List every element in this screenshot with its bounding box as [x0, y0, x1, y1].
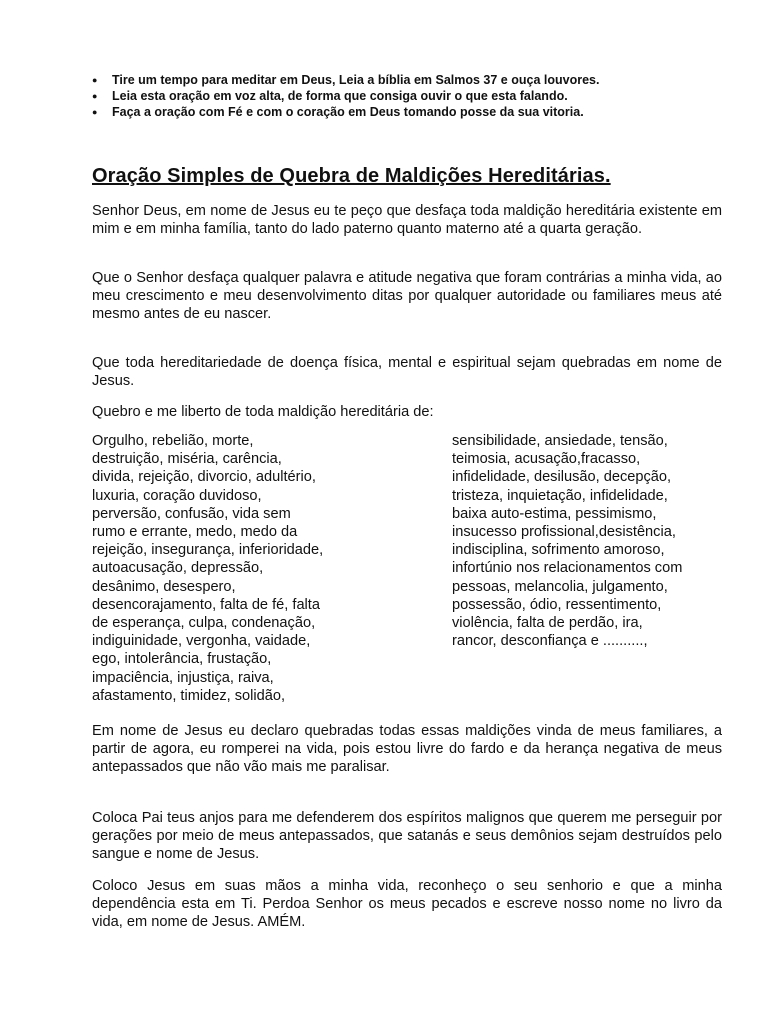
- list-line: insucesso profissional,desistência,: [452, 524, 676, 541]
- list-line: infidelidade, desilusão, decepção,: [452, 469, 672, 486]
- list-line: possessão, ódio, ressentimento,: [452, 596, 662, 613]
- instruction-list: [92, 72, 722, 120]
- list-line: luxuria, coração duvidoso,: [92, 487, 262, 504]
- paragraph-4: Quebro e me liberto de toda maldição hereditária de:: [92, 404, 434, 420]
- instruction-item: ● Tire um tempo para meditar em Deus, Leia a bíblia em Salmos 37 e ouça louvores.: [112, 72, 722, 88]
- document-page: [92, 72, 722, 931]
- list-line: desencorajamento, falta de fé, falta: [92, 596, 320, 613]
- paragraph-6: Coloca Pai teus anjos para me defenderem dos espíritos malignos que querem me perseguir por gerações por meio de meus antepassados, que satanás e seus demônios sejam destruídos pelo sangue e nome de Jesus.: [92, 810, 722, 863]
- list-line: teimosia, acusação,fracasso,: [452, 451, 641, 468]
- list-line: de esperança, culpa, condenação,: [92, 615, 316, 632]
- list-line: sensibilidade, ansiedade, tensão,: [452, 433, 668, 449]
- paragraph-7: Coloco Jesus em suas mãos a minha vida, reconheço o seu senhorio e que a minha dependência esta em Ti. Perdoa Senhor os meus pecados e escreve nosso nome no livro da vida, em nome de Jesus. AMÉM.: [92, 878, 722, 931]
- list-line: rancor, desconfiança e ..........,: [452, 633, 648, 650]
- list-line: desânimo, desespero,: [92, 578, 236, 595]
- prayer-title: Oração Simples de Quebra de Maldições Hereditárias.: [92, 165, 611, 187]
- list-line: baixa auto-estima, pessimismo,: [452, 505, 657, 522]
- instruction-item: ● Faça a oração com Fé e com o coração em Deus tomando posse da sua vitoria.: [112, 104, 722, 120]
- curses-list-left: [92, 432, 422, 705]
- curses-list-right: [452, 432, 742, 650]
- list-line: impaciência, injustiça, raiva,: [92, 669, 274, 686]
- list-line: autoacusação, depressão,: [92, 560, 264, 577]
- list-line: rumo e errante, medo, medo da: [92, 524, 298, 541]
- paragraph-1: Senhor Deus, em nome de Jesus eu te peço que desfaça toda maldição hereditária existente em mim e em minha família, tanto do lado paterno quanto materno até a quarta geração.: [92, 203, 722, 238]
- paragraph-2: Que o Senhor desfaça qualquer palavra e atitude negativa que foram contrárias a minha vida, ao meu crescimento e meu desenvolvimento ditas por qualquer autoridade ou familiares meus até mesmo antes de eu nascer.: [92, 270, 722, 323]
- list-line: destruição, miséria, carência,: [92, 451, 282, 468]
- paragraph-3: Que toda hereditariedade de doença física, mental e espiritual sejam quebradas em nome de Jesus.: [92, 355, 722, 390]
- list-line: violência, falta de perdão, ira,: [452, 615, 643, 632]
- list-line: ego, intolerância, frustação,: [92, 651, 272, 668]
- list-line: indisciplina, sofrimento amoroso,: [452, 542, 665, 559]
- list-line: infortúnio nos relacionamentos com: [452, 560, 683, 577]
- list-line: pessoas, melancolia, julgamento,: [452, 578, 668, 595]
- list-line: perversão, confusão, vida sem: [92, 505, 291, 522]
- list-line: rejeição, insegurança, inferioridade,: [92, 542, 324, 559]
- paragraph-5: Em nome de Jesus eu declaro quebradas todas essas maldições vinda de meus familiares, a partir de agora, eu romperei na vida, pois estou livre do fardo e da herança negativa de meus antepassados que não vão mais me paralisar.: [92, 723, 722, 776]
- list-line: afastamento, timidez, solidão,: [92, 687, 286, 704]
- list-line: divida, rejeição, divorcio, adultério,: [92, 469, 316, 486]
- list-line: indiguinidade, vergonha, vaidade,: [92, 633, 311, 650]
- list-line: tristeza, inquietação, infidelidade,: [452, 487, 668, 504]
- instruction-item: ● Leia esta oração em voz alta, de forma que consiga ouvir o que esta falando.: [112, 88, 722, 104]
- list-line: Orgulho, rebelião, morte,: [92, 433, 254, 449]
